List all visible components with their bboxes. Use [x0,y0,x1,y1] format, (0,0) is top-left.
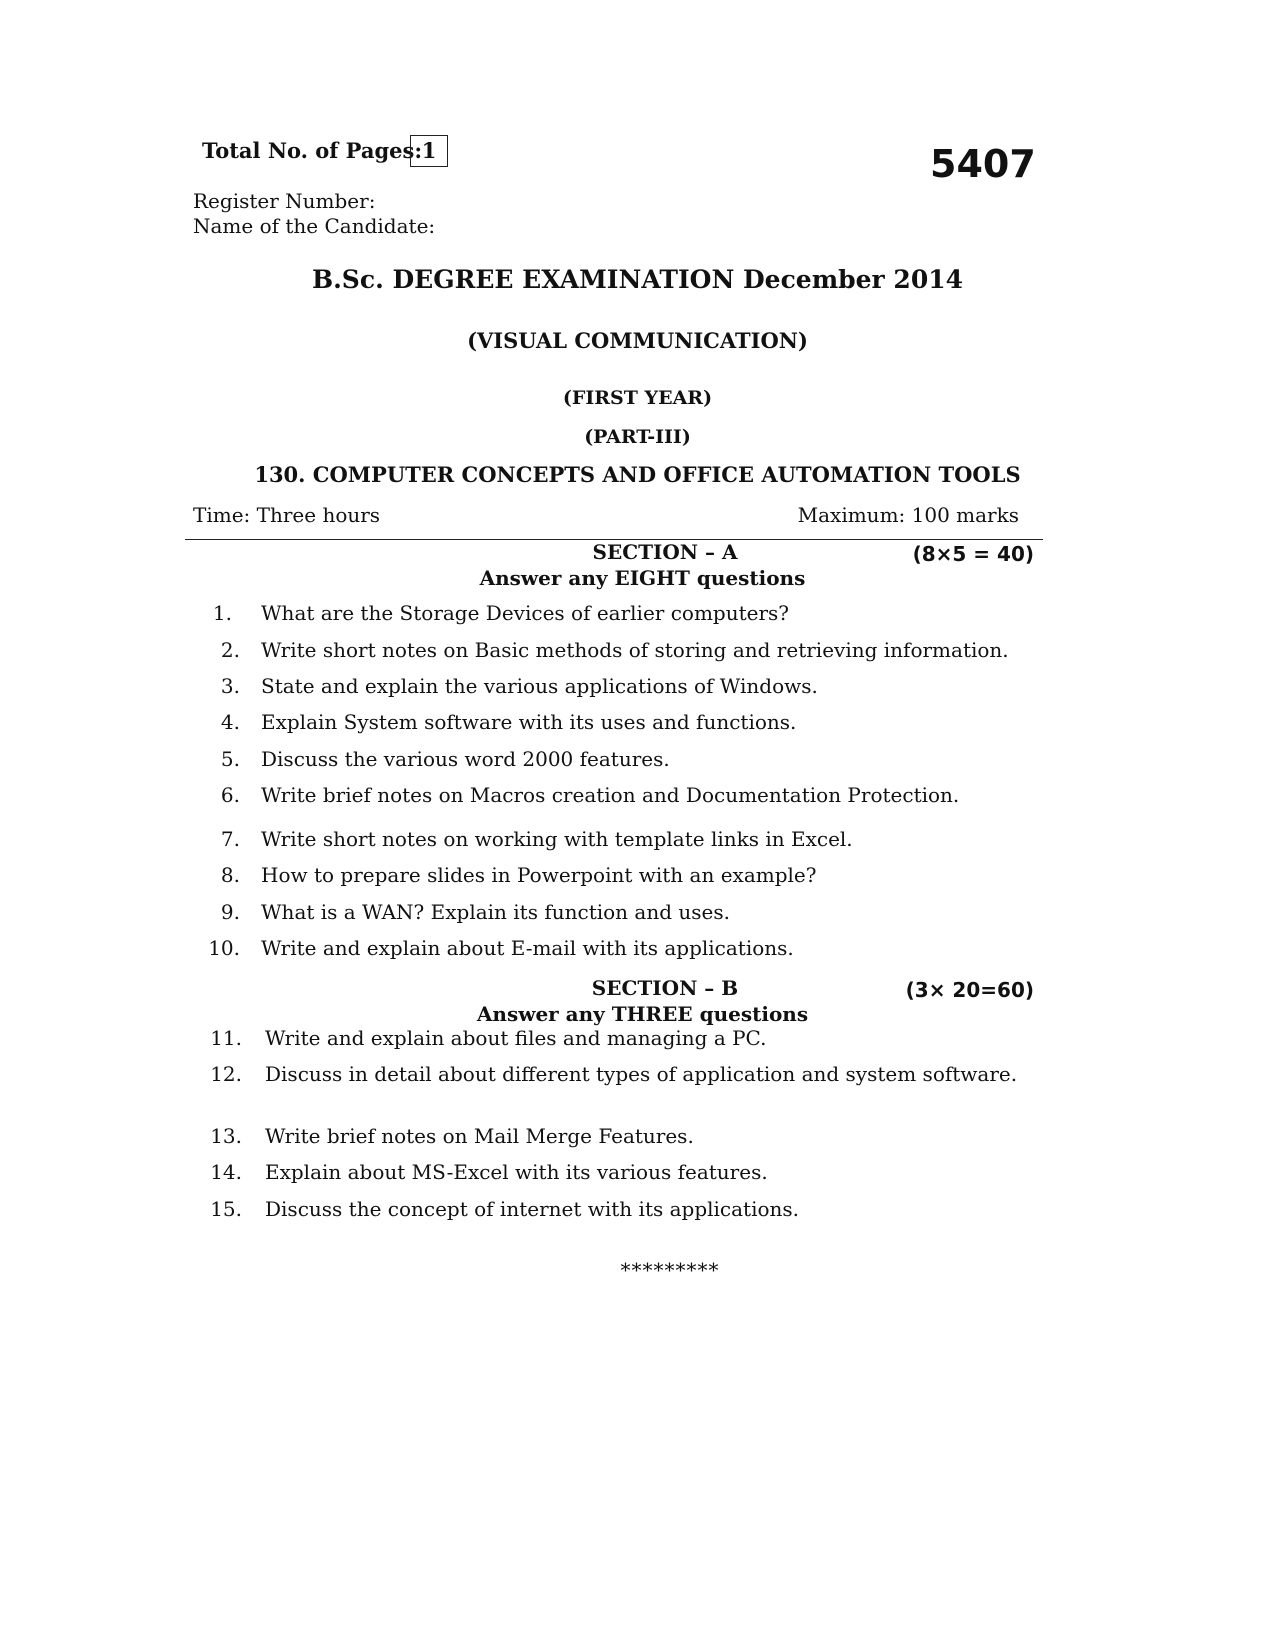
question-number: 7. [220,827,240,851]
question-number: 10. [208,936,240,960]
question-number: 2. [220,638,240,662]
question-number: 13. [210,1124,242,1148]
question-text: Write short notes on working with template links in Excel. [261,827,853,851]
candidate-name-label: Name of the Candidate: [193,214,436,238]
section-a-marks: (8×5 = 40) [912,542,1034,566]
question-number: 6. [220,783,240,807]
question-text: What are the Storage Devices of earlier computers? [261,601,790,625]
question-text: Write short notes on Basic methods of storing and retrieving information. [261,638,1009,662]
question-number: 14. [210,1160,242,1184]
exam-title: B.Sc. DEGREE EXAMINATION December 2014 [311,265,964,294]
max-marks-label: Maximum: 100 marks [797,503,1019,527]
question-text: Write and explain about E-mail with its applications. [261,936,794,960]
question-text: State and explain the various applications of Windows. [261,674,818,698]
question-text: Discuss the concept of internet with its applications. [265,1197,800,1221]
question-number: 11. [210,1026,242,1050]
section-a-instruction: Answer any EIGHT questions [479,566,806,590]
total-pages-label: Total No. of Pages: [202,138,423,163]
course-title: 130. COMPUTER CONCEPTS AND OFFICE AUTOMATION TOOLS [254,462,1021,487]
question-number: 4. [220,710,240,734]
register-number-label: Register Number: [193,189,376,213]
question-number: 12. [210,1062,242,1086]
question-number: 1. [212,601,232,625]
question-number: 3. [220,674,240,698]
section-b-marks: (3× 20=60) [905,978,1034,1002]
total-pages-value: 1 [410,135,448,167]
question-text: Discuss in detail about different types of application and system software. [265,1062,1018,1086]
end-marker: ********* [620,1258,720,1282]
part-label: (PART-III) [584,426,691,448]
question-number: 8. [220,863,240,887]
question-number: 15. [210,1197,242,1221]
question-text: Discuss the various word 2000 features. [261,747,670,771]
question-text: Write brief notes on Macros creation and Documentation Protection. [261,783,960,807]
question-text: How to prepare slides in Powerpoint with an example? [261,863,817,887]
time-label: Time: Three hours [193,503,381,527]
question-number: 9. [220,900,240,924]
question-number: 5. [220,747,240,771]
question-text: Explain System software with its uses and functions. [261,710,797,734]
question-text: Write and explain about files and managing a PC. [265,1026,767,1050]
section-b-instruction: Answer any THREE questions [476,1002,809,1026]
year-label: (FIRST YEAR) [562,387,713,409]
section-a-title: SECTION – A [592,540,738,564]
question-text: Write brief notes on Mail Merge Features. [265,1124,694,1148]
question-text: Explain about MS-Excel with its various features. [265,1160,768,1184]
question-text: What is a WAN? Explain its function and uses. [261,900,730,924]
paper-code: 5407 [930,142,1036,186]
section-b-title: SECTION – B [591,976,739,1000]
subject-title: (VISUAL COMMUNICATION) [467,328,808,353]
